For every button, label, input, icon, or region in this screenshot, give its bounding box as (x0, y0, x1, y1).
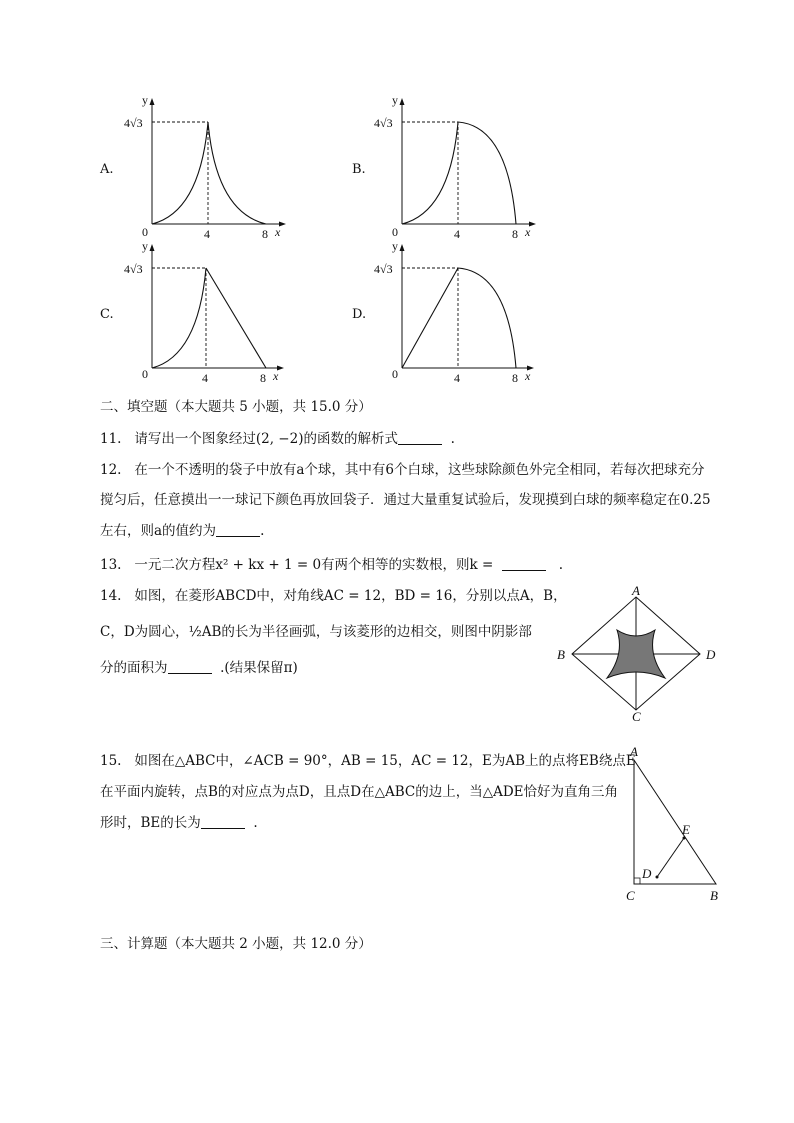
q11-text: 请写出一个图象经过(2, −2)的函数的解析式 (134, 431, 398, 447)
curve-right (208, 122, 266, 224)
point-d (656, 876, 659, 879)
q14-line3a: 分的面积为 (100, 660, 168, 676)
q13-number: 13. (100, 557, 122, 573)
q15-line2: 在平面内旋转，点B的对应点为点D，且点D在△ABC的边上，当△ADE恰好为直角三角 (100, 784, 619, 800)
origin-label: 0 (142, 367, 148, 381)
label-e: E (682, 822, 690, 837)
end-label: 8 (512, 227, 518, 241)
rhombus-figure (550, 582, 725, 722)
mid-label: 4 (454, 227, 460, 241)
triangle-figure (620, 746, 730, 906)
y-label: y (392, 239, 398, 253)
q15-answer-blank[interactable] (201, 816, 245, 829)
ymax-label: 4√3 (124, 262, 143, 276)
q14-line2: C，D为圆心，½AB的长为半径画弧，与该菱形的边相交，则图中阴影部 (100, 624, 532, 640)
q13-tail: . (558, 557, 564, 573)
end-label: 8 (512, 371, 518, 385)
graph-option-d (374, 238, 550, 388)
section-2-title: 二、填空题（本大题共 5 小题，共 15.0 分） (100, 399, 372, 415)
end-label: 8 (260, 371, 266, 385)
x-label: x (525, 369, 531, 383)
label-d: D (642, 866, 652, 881)
question-14-line-1 (100, 584, 567, 604)
question-15-line-3 (100, 811, 258, 831)
q15-line3a: 形时，BE的长为 (100, 815, 201, 831)
q11-number: 11. (100, 431, 122, 447)
x-label: x (275, 225, 281, 239)
curve-left (402, 122, 458, 224)
option-d-label: D. (352, 307, 367, 322)
q12-line1: 在一个不透明的袋子中放有a个球，其中有6个白球，这些球除颜色外完全相同，若每次把球充分 (134, 462, 705, 478)
q12-number: 12. (100, 462, 122, 478)
curve-left (152, 268, 206, 368)
segment-ed (657, 838, 684, 877)
q14-line3b: .(结果保留π) (220, 660, 298, 676)
q15-line3b: . (253, 815, 258, 831)
option-c-label: C. (100, 307, 114, 322)
line-right (206, 268, 266, 368)
q13-answer-blank[interactable] (502, 558, 546, 571)
graph-option-c (124, 238, 300, 388)
origin-label: 0 (392, 225, 398, 239)
y-arrow-icon (150, 98, 155, 105)
q14-number: 14. (100, 588, 122, 604)
y-label: y (142, 239, 148, 253)
q12-line3b: . (260, 523, 265, 539)
curve-left (152, 122, 208, 224)
q11-tail: . (450, 431, 455, 447)
curve-right (458, 268, 516, 368)
q12-answer-blank[interactable] (216, 524, 260, 537)
q13-text: 一元二次方程x² + kx + 1 = 0有两个相等的实数根，则k = (134, 557, 494, 573)
option-a-label: A. (100, 162, 114, 177)
question-12-line-1 (100, 458, 705, 478)
label-c: C (626, 888, 635, 903)
q14-answer-blank[interactable] (168, 661, 212, 674)
x-label: x (273, 369, 279, 383)
mid-label: 4 (204, 227, 210, 241)
end-label: 8 (262, 227, 268, 241)
y-arrow-icon (150, 244, 155, 251)
graph-option-b (374, 92, 550, 242)
label-d: D (706, 647, 716, 662)
origin-label: 0 (392, 367, 398, 381)
label-b: B (710, 888, 718, 903)
option-b-label: B. (352, 162, 366, 177)
ymax-label: 4√3 (124, 116, 143, 130)
question-14-line-3 (100, 656, 298, 676)
q14-line1: 如图，在菱形ABCD中，对角线AC = 12，BD = 16，分别以点A，B， (134, 588, 567, 604)
y-arrow-icon (400, 98, 405, 105)
x-label: x (525, 225, 531, 239)
y-label: y (392, 93, 398, 107)
y-label: y (142, 93, 148, 107)
graph-option-a (124, 92, 300, 242)
q12-line3a: 左右，则a的值约为 (100, 523, 217, 539)
y-arrow-icon (400, 244, 405, 251)
line-left (402, 268, 458, 368)
question-11 (100, 427, 455, 447)
origin-label: 0 (142, 225, 148, 239)
ymax-label: 4√3 (374, 262, 393, 276)
question-13 (100, 553, 563, 573)
ymax-label: 4√3 (374, 116, 393, 130)
right-angle-mark (634, 878, 640, 884)
label-c: C (632, 709, 641, 724)
q11-answer-blank[interactable] (398, 432, 442, 445)
mid-label: 4 (454, 371, 460, 385)
q15-number: 15. (100, 753, 122, 769)
label-b: B (557, 647, 565, 662)
question-15-line-1 (100, 749, 636, 769)
curve-right (458, 122, 516, 224)
q12-line2: 搅匀后，任意摸出一一球记下颜色再放回袋子．通过大量重复试验后，发现摸到白球的频率稳定在0.25 (100, 492, 711, 508)
label-a: A (632, 583, 640, 598)
question-12-line-3 (100, 519, 264, 539)
label-a: A (630, 744, 638, 759)
mid-label: 4 (202, 371, 208, 385)
q15-line1: 如图在△ABC中，∠ACB = 90°，AB = 15，AC = 12，E为AB上的点将EB绕点E (134, 753, 636, 769)
section-3-title: 三、计算题（本大题共 2 小题，共 12.0 分） (100, 936, 372, 952)
